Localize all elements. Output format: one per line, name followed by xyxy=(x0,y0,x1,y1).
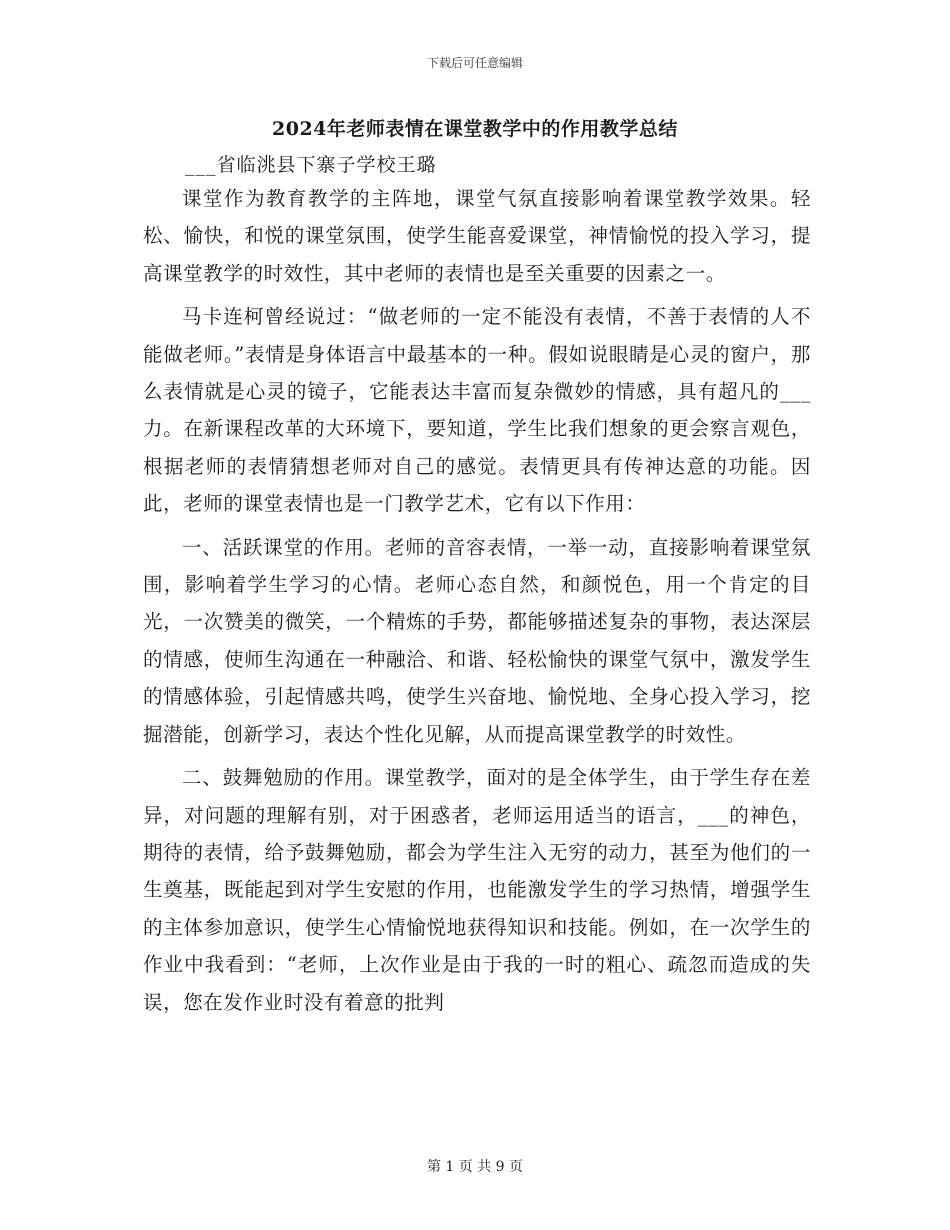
paragraph-intro: 课堂作为教育教学的主阵地，课堂气氛直接影响着课堂教学效果。轻松、愉快，和悦的课堂氛围，使学生能喜爱课堂，神情愉悦的投入学习，提高课堂教学的时效性，其中老师的表情也是至关重要的因素之一。 xyxy=(143,187,811,285)
author-byline: ___省临洮县下寨子学校王璐 xyxy=(185,154,437,176)
paragraph-quote: 马卡连柯曾经说过：“做老师的一定不能没有表情，不善于表情的人不能做老师。”表情是身体语言中最基本的一种。假如说眼睛是心灵的窗户，那么表情就是心灵的镜子，它能表达丰富而复杂微妙的情感，具有超凡的___力。在新课程改革的大环境下，要知道，学生比我们想象的更会察言观色，根据老师的表情猜想老师对自己的感觉。表情更具有传神达意的功能。因此，老师的课堂表情也是一门教学艺术，它有以下作用： xyxy=(143,305,811,516)
document-title: 2024年老师表情在课堂教学中的作用教学总结 xyxy=(272,118,678,140)
document-body xyxy=(143,180,811,1027)
page-indicator: 第 1 页 共 9 页 xyxy=(426,1159,524,1175)
header-note: 下载后可任意编辑 xyxy=(426,56,523,70)
paragraph-section-one: 一、活跃课堂的作用。老师的音容表情，一举一动，直接影响着课堂氛围，影响着学生学习的心情。老师心态自然，和颜悦色，用一个肯定的目光，一次赞美的微笑，一个精炼的手势，都能够描述复杂的事物，表达深层的情感，使师生沟通在一种融洽、和谐、轻松愉快的课堂气氛中，激发学生的情感体验，引起情感共鸣，使学生兴奋地、愉悦地、全身心投入学习，挖掘潜能，创新学习，表达个性化见解，从而提高课堂教学的时效性。 xyxy=(143,535,811,746)
paragraph-section-two: 二、鼓舞勉励的作用。课堂教学，面对的是全体学生，由于学生存在差异，对问题的理解有别，对于困惑者，老师运用适当的语言，___的神色，期待的表情，给予鼓舞勉励，都会为学生注入无穷的动力，甚至为他们的一生奠基，既能起到对学生安慰的作用，也能激发学生的学习热情，增强学生的主体参加意识，使学生心情愉悦地获得知识和技能。例如，在一次学生的作业中我看到：“老师，上次作业是由于我的一时的粗心、疏忽而造成的失误，您在发作业时没有着意的批判 xyxy=(143,766,811,1014)
